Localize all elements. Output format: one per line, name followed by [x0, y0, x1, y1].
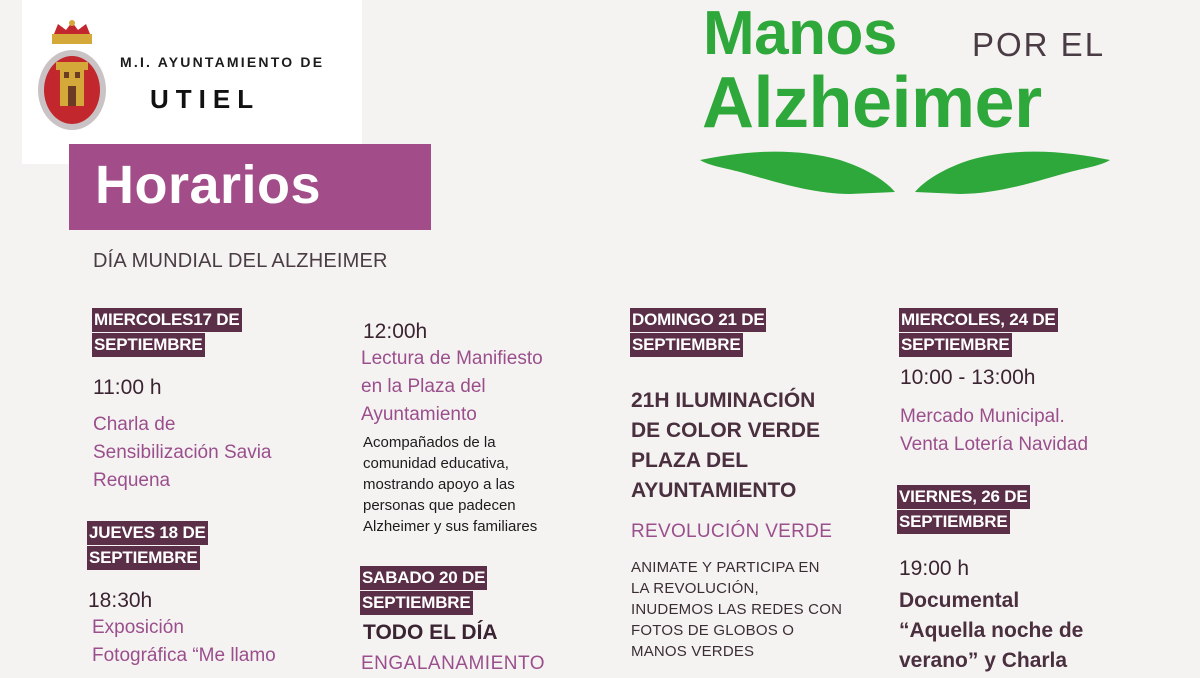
event-title: Documental “Aquella noche de verano” y Charla — [899, 589, 1084, 672]
event-description: Lectura de Manifiesto en la Plaza del Ayuntamiento — [361, 348, 543, 425]
event-note: Acompañados de la comunidad educativa, mostrando apoyo a las personas que padecen Alzheimer y sus familiares — [363, 434, 538, 535]
page-title: Horarios — [95, 155, 322, 215]
event-time: TODO EL DÍA — [363, 621, 498, 644]
event-time: 11:00 h — [93, 376, 162, 399]
date-tag-sun-21: DOMINGO 21 DE SEPTIEMBRE — [630, 308, 766, 358]
event-description: Charla de Sensibilización Savia Requena — [93, 414, 272, 491]
event-description: Mercado Municipal. Venta Lotería Navidad — [900, 406, 1089, 455]
date-tag-sat-20: SABADO 20 DE SEPTIEMBRE — [360, 566, 487, 616]
date-tag-thu-18: JUEVES 18 DE SEPTIEMBRE — [87, 521, 208, 571]
event-time: 12:00h — [363, 320, 428, 343]
date-tag-wed-24: MIERCOLES, 24 DE SEPTIEMBRE — [899, 308, 1058, 358]
event-time: 18:30h — [88, 589, 153, 612]
org-name-line2: UTIEL — [150, 84, 261, 114]
date-tag-fri-26: VIERNES, 26 DE SEPTIEMBRE — [897, 485, 1030, 535]
date-tag-wed-17: MIERCOLES17 DE SEPTIEMBRE — [92, 308, 242, 358]
brand-por-el: POR EL — [972, 26, 1106, 63]
event-title: 21H ILUMINACIÓN DE COLOR VERDE PLAZA DEL AYUNTAMIENTO — [631, 389, 821, 502]
brand-manos: Manos — [703, 0, 897, 68]
event-description: Exposición Fotográfica “Me llamo — [92, 617, 276, 666]
coat-of-arms-icon — [36, 20, 108, 132]
event-subtitle: REVOLUCIÓN VERDE — [631, 521, 833, 542]
page-subtitle: DÍA MUNDIAL DEL ALZHEIMER — [93, 250, 388, 272]
event-time: 10:00 - 13:00h — [900, 366, 1036, 389]
event-note: ANIMATE Y PARTICIPA EN LA REVOLUCIÓN, INUDEMOS LAS REDES CON FOTOS DE GLOBOS O MANOS VERDES — [631, 559, 843, 660]
org-name-line1: M.I. AYUNTAMIENTO DE — [120, 54, 325, 70]
brand-alzheimer: Alzheimer — [702, 63, 1042, 143]
hands-icon — [700, 150, 1110, 195]
event-description: ENGALANAMIENTO — [361, 653, 546, 674]
event-time: 19:00 h — [899, 557, 970, 580]
title-banner — [69, 144, 431, 230]
